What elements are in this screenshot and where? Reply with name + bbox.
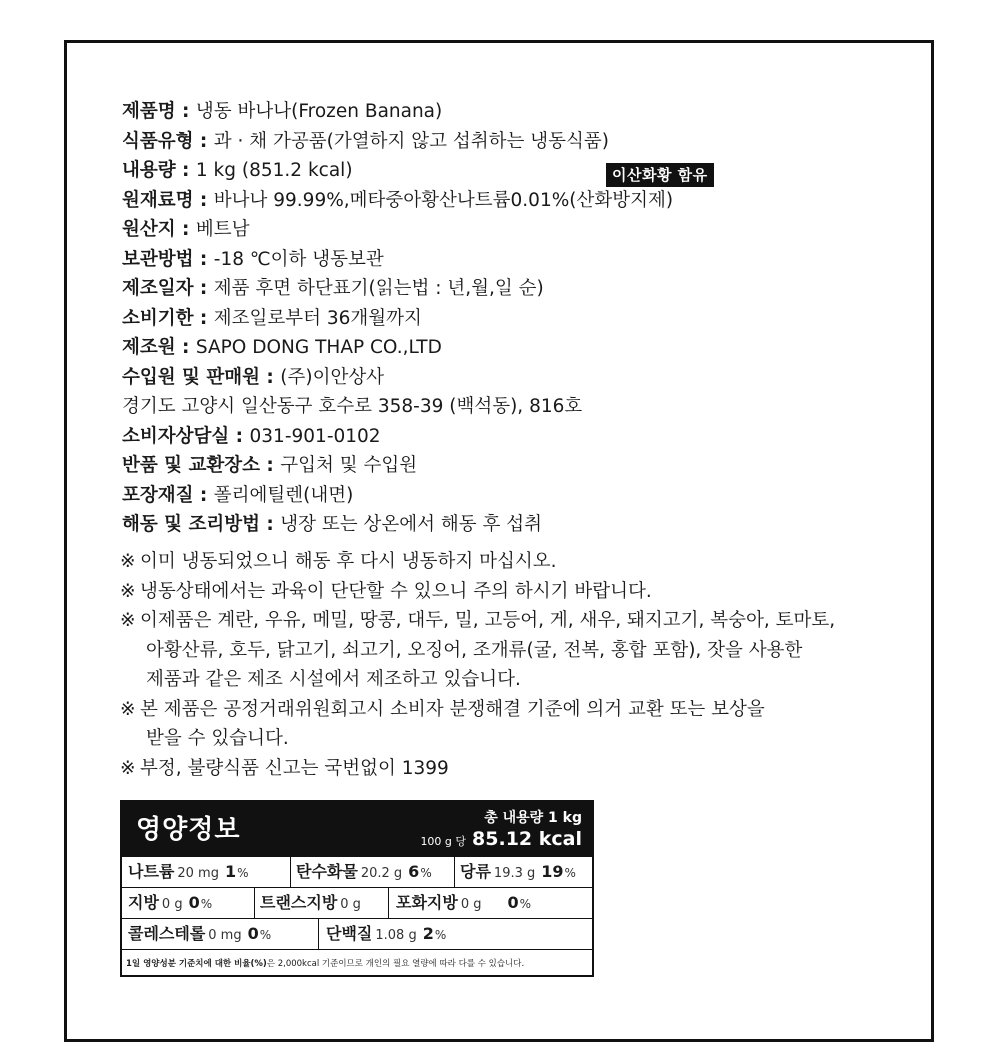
nutrition-row [122,888,592,919]
info-label: 소비자상담실 : [122,425,250,447]
info-row [122,481,922,511]
info-row [122,274,922,304]
info-label: 내용량 : [122,160,196,181]
nutrient-amount: 1.08 g [375,928,417,943]
info-value: 1 kg (851.2 kcal) [195,160,353,181]
nutrient-name: 당류 [460,862,491,881]
nutrient-amount: 0 g [161,897,183,912]
nutrient-name: 포화지방 [396,893,458,912]
info-value: 과 · 채 가공품(가열하지 않고 섭취하는 냉동식품) [213,130,609,152]
info-row [122,422,922,452]
note-line [120,754,920,784]
note-text: 이제품은 계란, 우유, 메밀, 땅콩, 대두, 밀, 고등어, 게, 새우, 돼지고기, 복숭아, 토마토, [140,610,836,631]
info-value: 냉장 또는 상온에서 해동 후 섭취 [280,514,542,535]
note-line [120,606,920,636]
divider [318,919,319,949]
nutrient-name: 나트륨 [128,862,175,881]
nutrition-title: 영양정보 [136,815,241,845]
info-row [122,215,922,245]
nutrient-percent: 0 [188,893,200,912]
note-mark: ※ [120,698,136,720]
nutrient-name: 트랜스지방 [260,893,338,912]
info-row [122,451,922,481]
note-line [120,695,920,725]
note-text: 부정, 불량식품 신고는 국번없이 1399 [140,757,449,779]
percent-unit: % [434,928,447,942]
note-mark: ※ [120,551,136,572]
info-value: 제품 후면 하단표기(읽는법 : 년,월,일 순) [213,278,544,299]
divider [388,888,389,918]
info-label: 해동 및 조리방법 : [122,514,281,535]
percent-unit: % [259,928,272,942]
nutrient-percent: 19 [541,862,564,881]
percent-unit: % [564,866,576,880]
per-serving-calories [420,828,582,850]
nutrient-name: 탄수화물 [296,862,358,881]
info-label: 소비기한 : [122,307,214,329]
nutrient-amount: 0 mg [208,928,242,943]
info-label: 반품 및 교환장소 : [122,455,281,476]
nutrient-amount: 20 mg [177,866,219,881]
nutrient-amount: 20.2 g [360,866,403,881]
note-mark: ※ [120,580,136,602]
nutrient-percent: 1 [224,862,237,881]
info-label: 원재료명 : [122,189,214,211]
info-value: 베트남 [195,219,250,240]
nutrient-percent: 0 [247,924,259,943]
nutrient-name: 지방 [128,893,159,912]
info-value: SAPO DONG THAP CO.,LTD [195,337,442,358]
kcal-value: 85.12 kcal [472,828,582,850]
nutrient-percent: 6 [408,862,420,881]
note-mark: ※ [120,610,136,631]
info-row [122,127,922,157]
note-line [120,577,920,607]
info-row [122,363,922,393]
info-row [122,392,922,422]
percent-unit: % [237,866,249,880]
note-text: 제품과 같은 제조 시설에서 제조하고 있습니다. [146,669,521,690]
nutrient-carbohydrate [296,857,432,887]
info-label: 원산지 : [122,219,196,240]
nutrition-footnote [126,955,524,973]
note-line [120,636,920,666]
info-row [122,333,922,363]
nutrient-sodium [128,857,249,887]
divider [290,857,291,887]
nutrient-amount: 0 g [460,897,482,912]
info-row [122,97,922,127]
note-line [120,547,920,577]
nutrition-header [122,802,592,857]
info-value: 바나나 99.99%,메타중아황산나트륨0.01%(산화방지제) [213,189,674,211]
info-label: 제품명 : [122,101,196,122]
info-label: 제조일자 : [122,278,214,299]
nutrient-fat [128,888,212,918]
nutrient-sugars [460,857,576,887]
nutrient-cholesterol [128,919,271,949]
info-value: 경기도 고양시 일산동구 호수로 358-39 (백석동), 816호 [122,396,583,417]
nutrition-facts-panel [120,800,594,977]
note-text: 냉동상태에서는 과육이 단단할 수 있으니 주의 하시기 바랍니다. [140,580,652,602]
info-value: 폴리에틸렌(내면) [213,484,354,506]
percent-unit: % [200,897,213,911]
info-row [122,186,922,216]
info-value: (주)이안상사 [280,366,385,388]
divider [454,857,455,887]
per-unit: 100 g 당 [420,835,467,848]
nutrient-amount: 0 g [340,897,361,912]
percent-unit: % [519,897,532,911]
info-label: 보관방법 : [122,248,214,270]
nutrition-row [122,857,592,888]
product-info [122,97,922,540]
nutrition-row [122,919,592,950]
info-label: 수입원 및 판매원 : [122,366,281,388]
info-value: 제조일로부터 36개월까지 [213,307,422,329]
info-value: 031-901-0102 [249,425,381,447]
sulfite-warning-badge: 이산화황 함유 [606,163,714,187]
percent-unit: % [420,866,432,880]
info-row [122,304,922,334]
info-label: 포장재질 : [122,484,214,506]
nutrient-percent: 0 [507,893,519,912]
nutrient-amount: 19.3 g [493,866,536,881]
info-value: 냉동 바나나(Frozen Banana) [195,101,443,122]
note-mark: ※ [120,757,136,779]
nutrient-percent: 2 [422,924,434,943]
nutrient-saturated-fat [396,888,531,918]
note-line [120,724,920,754]
info-row [122,245,922,275]
note-text: 아황산류, 호두, 닭고기, 쇠고기, 오징어, 조개류(굴, 전복, 홍합 포함), 잣을 사용한 [146,639,803,661]
divider [254,888,255,918]
info-row [122,156,922,186]
nutrient-trans-fat [260,888,361,918]
note-text: 받을 수 있습니다. [146,728,289,749]
caution-notes [120,547,920,783]
info-row [122,510,922,540]
info-label: 제조원 : [122,337,196,358]
footnote-bold: 1일 영양성분 기준치에 대한 비율(%) [126,959,267,969]
nutrient-protein [326,919,446,949]
nutrient-name: 단백질 [326,924,373,943]
nutrient-name: 콜레스테롤 [128,924,206,943]
note-text: 이미 냉동되었으니 해동 후 다시 냉동하지 마십시오. [140,551,557,572]
info-label: 식품유형 : [122,130,214,152]
info-value: -18 ℃이하 냉동보관 [213,248,384,270]
note-line [120,665,920,695]
total-content: 총 내용량 1 kg [484,810,582,826]
footnote-text: 은 2,000kcal 기준이므로 개인의 필요 열량에 따라 다를 수 있습니다. [266,959,525,969]
info-value: 구입처 및 수입원 [280,455,418,476]
note-text: 본 제품은 공정거래위원회고시 소비자 분쟁해결 기준에 의거 교환 또는 보상을 [140,698,765,720]
